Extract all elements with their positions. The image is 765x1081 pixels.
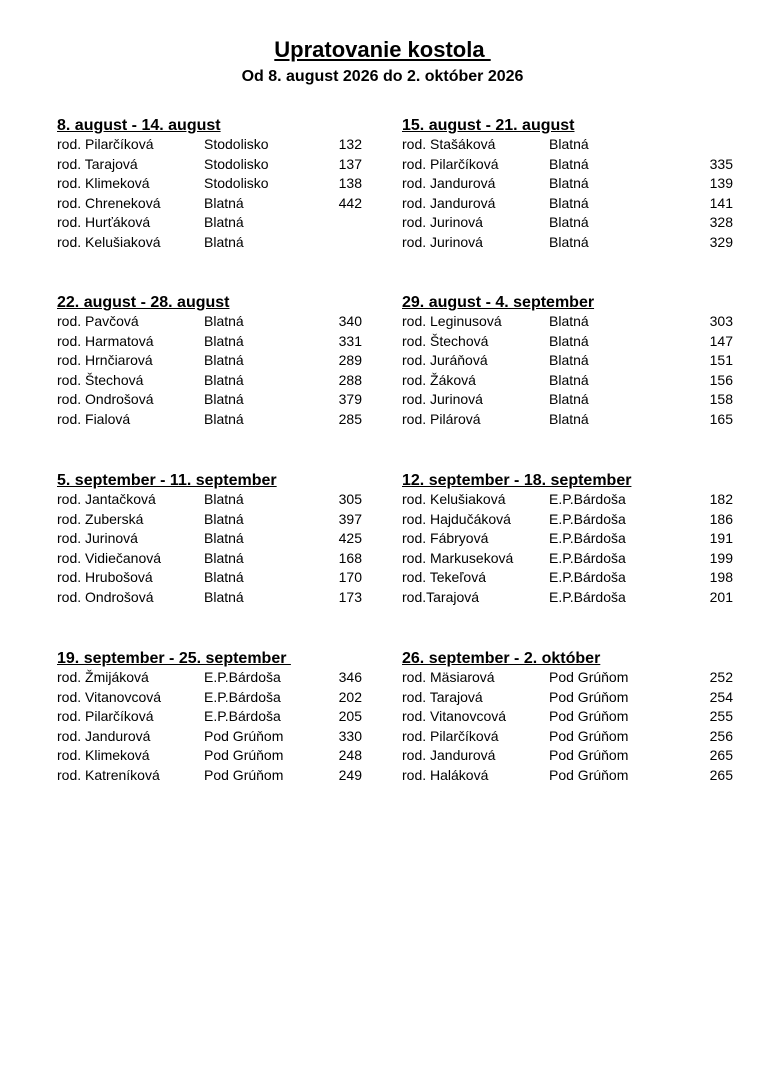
street-name: Blatná — [204, 588, 244, 605]
family-name: rod. Klimeková — [57, 747, 150, 764]
house-number: 158 — [709, 391, 733, 408]
street-name: Blatná — [549, 371, 589, 388]
family-name: rod. Tekeľová — [402, 569, 486, 586]
street-name: Pod Grúňom — [549, 747, 629, 764]
family-row — [402, 529, 733, 549]
family-name: rod.Tarajová — [402, 588, 480, 605]
street-name: E.P.Bárdoša — [204, 708, 281, 725]
week-heading: 8. august - 14. august — [57, 117, 221, 134]
family-name: rod. Kelušiaková — [402, 491, 506, 507]
house-number: 191 — [709, 530, 733, 547]
street-name: Pod Grúňom — [204, 747, 284, 764]
street-name: Pod Grúňom — [549, 708, 629, 725]
family-name: rod. Hajdučáková — [402, 510, 511, 527]
family-row — [57, 135, 362, 155]
family-name: rod. Jandurová — [402, 194, 496, 211]
house-number: 255 — [709, 708, 733, 725]
house-number: 138 — [338, 175, 362, 192]
family-row — [402, 332, 733, 352]
street-name: E.P.Bárdoša — [549, 549, 626, 566]
family-name: rod. Ondrošová — [57, 391, 154, 408]
family-name: rod. Mäsiarová — [402, 669, 495, 685]
family-row — [402, 135, 707, 155]
house-number: 289 — [338, 352, 362, 369]
week-heading: 26. september - 2. október — [402, 650, 601, 667]
family-name: rod. Haláková — [402, 766, 489, 783]
week-block — [402, 649, 733, 786]
family-row — [402, 233, 733, 253]
week-block — [57, 649, 362, 786]
family-name: rod. Stašáková — [402, 136, 496, 152]
week-heading: 19. september - 25. september — [57, 650, 291, 667]
family-name: rod. Katreníková — [57, 766, 160, 783]
family-row — [57, 549, 362, 569]
family-name: rod. Pilarčíková — [402, 155, 499, 172]
street-name: Pod Grúňom — [204, 727, 284, 744]
street-name: Pod Grúňom — [549, 727, 629, 744]
house-number: 288 — [338, 371, 362, 388]
street-name: Stodolisko — [204, 175, 269, 192]
week-block — [402, 471, 733, 608]
family-row — [57, 233, 362, 253]
house-number: 331 — [338, 332, 362, 349]
family-row — [402, 174, 733, 194]
family-row — [402, 510, 733, 530]
street-name: Blatná — [549, 136, 589, 152]
street-name: E.P.Bárdoša — [204, 669, 281, 685]
family-name: rod. Pilarčíková — [57, 708, 154, 725]
family-name: rod. Hrubošová — [57, 569, 153, 586]
house-number: 170 — [338, 569, 362, 586]
family-name: rod. Zuberská — [57, 510, 144, 527]
house-number: 254 — [709, 688, 733, 705]
family-row — [402, 194, 733, 214]
family-name: rod. Harmatová — [57, 332, 154, 349]
house-number: 379 — [338, 391, 362, 408]
house-number: 265 — [709, 747, 733, 764]
house-number: 248 — [338, 747, 362, 764]
family-row — [402, 668, 733, 688]
family-row — [402, 727, 733, 747]
family-row — [57, 390, 362, 410]
week-block — [402, 116, 733, 253]
street-name: Blatná — [204, 332, 244, 349]
street-name: E.P.Bárdoša — [549, 510, 626, 527]
family-row — [402, 371, 733, 391]
document-title: Upratovanie kostola — [274, 37, 491, 62]
family-row — [402, 390, 733, 410]
street-name: E.P.Bárdoša — [549, 491, 626, 507]
street-name: Blatná — [204, 530, 244, 547]
family-name: rod. Hurťáková — [57, 214, 151, 231]
house-number: 165 — [709, 410, 733, 427]
family-row — [402, 766, 733, 786]
family-row — [57, 490, 362, 510]
family-row — [57, 213, 362, 233]
street-name: Blatná — [204, 491, 244, 507]
family-name: rod. Fábryová — [402, 530, 489, 547]
street-name: Blatná — [204, 569, 244, 586]
family-name: rod. Jurinová — [402, 391, 483, 408]
street-name: Blatná — [549, 391, 589, 408]
family-row — [57, 510, 362, 530]
house-number: 198 — [709, 569, 733, 586]
house-number: 202 — [338, 688, 362, 705]
document-subtitle: Od 8. august 2026 do 2. október 2026 — [241, 68, 524, 85]
family-row — [402, 568, 733, 588]
family-row — [402, 312, 733, 332]
street-name: Blatná — [204, 313, 244, 329]
family-row — [402, 707, 733, 727]
family-name: rod. Žáková — [402, 371, 476, 388]
family-name: rod. Žmijáková — [57, 669, 149, 685]
family-name: rod. Vidiečanová — [57, 549, 162, 566]
family-row — [57, 766, 362, 786]
street-name: E.P.Bárdoša — [204, 688, 281, 705]
house-number: 397 — [338, 510, 362, 527]
street-name: Blatná — [549, 155, 589, 172]
street-name: Blatná — [204, 410, 244, 427]
house-number: 156 — [709, 371, 733, 388]
week-heading: 15. august - 21. august — [402, 117, 575, 134]
house-number: 329 — [709, 233, 733, 250]
street-name: Blatná — [204, 510, 244, 527]
family-name: rod. Jantačková — [57, 491, 156, 507]
house-number: 137 — [338, 155, 362, 172]
street-name: Blatná — [549, 214, 589, 231]
family-row — [57, 727, 362, 747]
house-number: 340 — [338, 313, 362, 329]
family-name: rod. Jurinová — [57, 530, 138, 547]
street-name: Blatná — [204, 549, 244, 566]
family-row — [57, 568, 362, 588]
street-name: E.P.Bárdoša — [549, 569, 626, 586]
family-row — [402, 213, 733, 233]
street-name: Pod Grúňom — [549, 688, 629, 705]
family-name: rod. Jurinová — [402, 214, 483, 231]
family-row — [57, 529, 362, 549]
street-name: Blatná — [549, 194, 589, 211]
family-name: rod. Jurinová — [402, 233, 483, 250]
house-number: 330 — [338, 727, 362, 744]
family-name: rod. Pilarčíková — [57, 136, 154, 152]
family-name: rod. Štechová — [57, 371, 144, 388]
family-name: rod. Ondrošová — [57, 588, 154, 605]
street-name: Pod Grúňom — [549, 669, 629, 685]
family-row — [57, 351, 362, 371]
family-name: rod. Tarajová — [57, 155, 138, 172]
family-name: rod. Vitanovcová — [57, 688, 162, 705]
house-number: 205 — [338, 708, 362, 725]
family-row — [57, 707, 362, 727]
family-name: rod. Juráňová — [402, 352, 488, 369]
house-number: 249 — [338, 766, 362, 783]
week-heading: 5. september - 11. september — [57, 472, 277, 489]
family-row — [57, 332, 362, 352]
house-number: 303 — [709, 313, 733, 329]
street-name: Stodolisko — [204, 155, 269, 172]
family-row — [57, 371, 362, 391]
week-heading: 22. august - 28. august — [57, 294, 230, 311]
house-number: 173 — [338, 588, 362, 605]
street-name: Blatná — [204, 214, 244, 231]
street-name: Blatná — [549, 233, 589, 250]
house-number: 147 — [709, 332, 733, 349]
family-row — [402, 155, 733, 175]
family-row — [402, 746, 733, 766]
street-name: Blatná — [204, 371, 244, 388]
street-name: Stodolisko — [204, 136, 269, 152]
house-number: 346 — [338, 669, 362, 685]
week-block — [57, 471, 362, 608]
house-number: 139 — [709, 175, 733, 192]
street-name: Blatná — [204, 194, 244, 211]
house-number: 199 — [709, 549, 733, 566]
family-name: rod. Vitanovcová — [402, 708, 507, 725]
family-row — [57, 174, 362, 194]
week-heading: 12. september - 18. september — [402, 472, 632, 489]
street-name: E.P.Bárdoša — [549, 530, 626, 547]
family-row — [402, 410, 733, 430]
house-number: 305 — [338, 491, 362, 507]
family-row — [57, 155, 362, 175]
family-name: rod. Tarajová — [402, 688, 483, 705]
street-name: Blatná — [204, 233, 244, 250]
house-number: 256 — [709, 727, 733, 744]
family-name: rod. Markuseková — [402, 549, 514, 566]
family-name: rod. Pilarčíková — [402, 727, 499, 744]
family-row — [402, 549, 733, 569]
family-name: rod. Jandurová — [57, 727, 151, 744]
family-row — [57, 746, 362, 766]
street-name: Blatná — [549, 352, 589, 369]
family-name: rod. Pilárová — [402, 410, 481, 427]
house-number: 425 — [338, 530, 362, 547]
house-number: 132 — [338, 136, 362, 152]
street-name: Blatná — [549, 332, 589, 349]
house-number: 151 — [709, 352, 733, 369]
street-name: Blatná — [549, 313, 589, 329]
house-number: 168 — [338, 549, 362, 566]
house-number: 265 — [709, 766, 733, 783]
family-name: rod. Jandurová — [402, 175, 496, 192]
house-number: 201 — [709, 588, 733, 605]
family-name: rod. Štechová — [402, 332, 489, 349]
family-row — [57, 410, 362, 430]
house-number: 335 — [709, 155, 733, 172]
family-row — [57, 312, 362, 332]
house-number: 252 — [709, 669, 733, 685]
street-name: Blatná — [204, 352, 244, 369]
family-name: rod. Kelušiaková — [57, 233, 161, 250]
family-name: rod. Leginusová — [402, 313, 502, 329]
house-number: 182 — [709, 491, 733, 507]
house-number: 442 — [338, 194, 362, 211]
street-name: E.P.Bárdoša — [549, 588, 626, 605]
family-row — [57, 194, 362, 214]
family-row — [57, 688, 362, 708]
family-name: rod. Jandurová — [402, 747, 496, 764]
family-row — [402, 351, 733, 371]
week-heading: 29. august - 4. september — [402, 294, 595, 311]
family-row — [402, 688, 733, 708]
street-name: Blatná — [549, 175, 589, 192]
street-name: Blatná — [204, 391, 244, 408]
family-name: rod. Pavčová — [57, 313, 139, 329]
street-name: Blatná — [549, 410, 589, 427]
street-name: Pod Grúňom — [549, 766, 629, 783]
family-name: rod. Chreneková — [57, 194, 161, 211]
street-name: Pod Grúňom — [204, 766, 284, 783]
house-number: 328 — [709, 214, 733, 231]
family-name: rod. Hrnčiarová — [57, 352, 153, 369]
week-block — [57, 116, 362, 253]
family-row — [402, 490, 733, 510]
house-number: 186 — [709, 510, 733, 527]
house-number: 141 — [709, 194, 733, 211]
family-row — [402, 588, 733, 608]
family-row — [57, 668, 362, 688]
house-number: 285 — [338, 410, 362, 427]
week-block — [402, 293, 733, 430]
week-block — [57, 293, 362, 430]
family-name: rod. Klimeková — [57, 175, 150, 192]
family-name: rod. Fialová — [57, 410, 131, 427]
family-row — [57, 588, 362, 608]
